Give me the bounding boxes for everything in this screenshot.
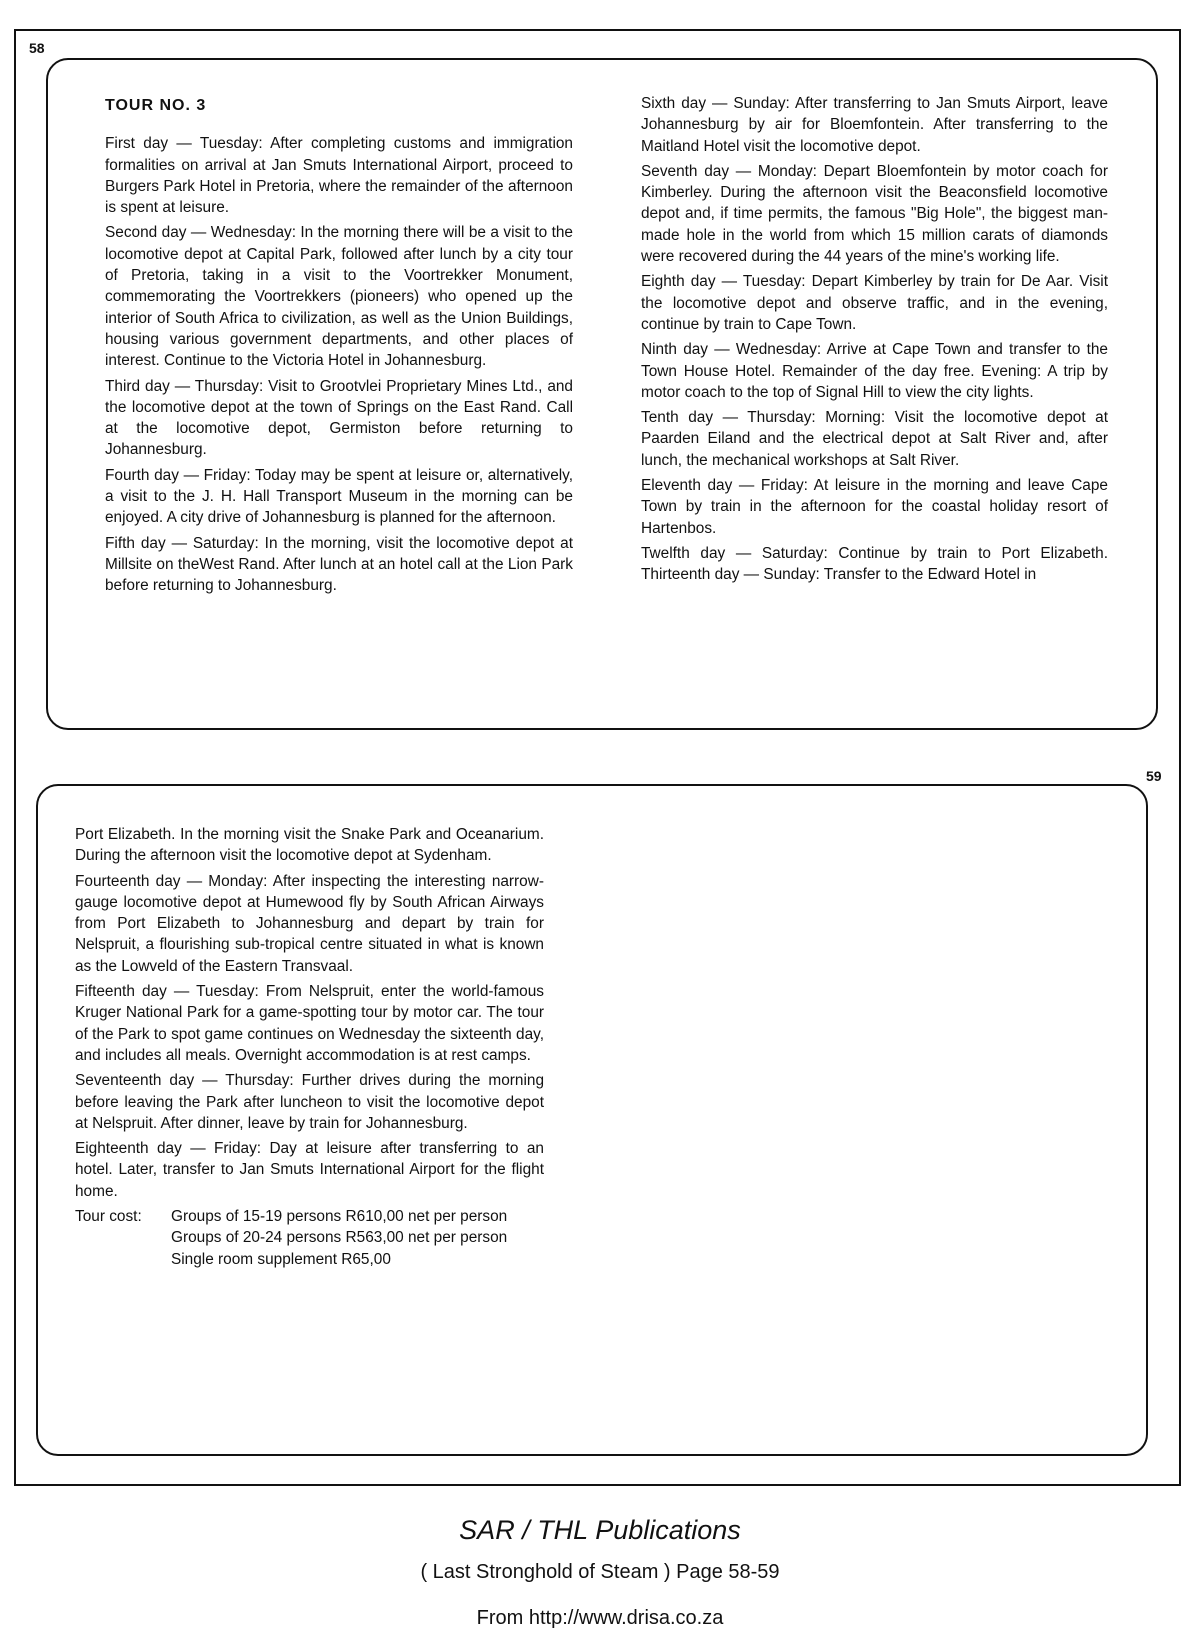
tour-cost-line: Single room supplement R65,00 (171, 1250, 391, 1268)
itinerary-paragraph: Fourth day — Friday: Today may be spent at leisure or, alternatively, a visit to the J. H. Hall Transport Museum in the morning can be enjoyed. A city drive of Johannesburg is planned for the afternoon. (105, 466, 573, 527)
itinerary-paragraph: Fifth day — Saturday: In the morning, visit the locomotive depot at Millsite on theWest Rand. After lunch at an hotel call at the Lion Park before returning to Johannesburg. (105, 534, 573, 595)
tour-cost-label: Tour cost: (75, 1208, 142, 1226)
itinerary-paragraph: Fourteenth day — Monday: After inspecting the interesting narrow-gauge locomotive depot at Humewood fly by South African Airways from Port Elizabeth to Johannesburg and depart by train for Nelspruit, a flourishing sub-tropical centre situated in what is known as the Lowveld of the Eastern Transvaal. (75, 872, 544, 975)
itinerary-paragraph: Twelfth day — Saturday: Continue by train to Port Elizabeth. Thirteenth day — Sunday: Transfer to the Edward Hotel in (641, 544, 1108, 584)
itinerary-paragraph: Port Elizabeth. In the morning visit the Snake Park and Oceanarium. During the afternoon visit the locomotive depot at Sydenham. (75, 826, 544, 865)
itinerary-paragraph: Tenth day — Thursday: Morning: Visit the locomotive depot at Paarden Eiland and the electrical depot at Salt River and, after lunch, the mechanical workshops at Salt River. (641, 409, 1108, 469)
tour-title: TOUR NO. 3 (105, 97, 207, 114)
itinerary-paragraph: Seventh day — Monday: Depart Bloemfontein by motor coach for Kimberley. During the afternoon visit the Beaconsfield locomotive depot and, if time permits, the famous "Big Hole", the biggest man-made hole in the world from which 15 million carats of diamonds were recovered during the 44 years of the mine's working life. (641, 162, 1108, 266)
itinerary-paragraph: Eighth day — Tuesday: Depart Kimberley by train for De Aar. Visit the locomotive depot and observe traffic, and in the evening, continue by train to Cape Town. (641, 273, 1108, 333)
top-left-column (105, 90, 573, 601)
bottom-column (75, 824, 544, 1270)
itinerary-paragraph: Seventeenth day — Thursday: Further drives during the morning before leaving the Park after luncheon to visit the locomotive depot at Nelspruit. After dinner, leave by train for Johannesburg. (75, 1072, 544, 1132)
itinerary-paragraph: Eleventh day — Friday: At leisure in the morning and leave Cape Town by train in the afternoon for the coastal holiday resort of Hartenbos. (641, 477, 1108, 537)
page-number-left: 58 (29, 40, 45, 56)
itinerary-paragraph: Eighteenth day — Friday: Day at leisure after transferring to an hotel. Later, transfer to Jan Smuts International Airport for the flight home. (75, 1140, 544, 1200)
tour-cost-line: Groups of 15-19 persons R610,00 net per person (171, 1208, 508, 1226)
itinerary-paragraph: Second day — Wednesday: In the morning there will be a visit to the locomotive depot at Capital Park, followed after lunch by a city tour of Pretoria, taking in a visit to the Voortrekker Monument, commemorating the Voortrekkers (pioneers) who opened up the interior of South Africa to civilization, as well as the Union Buildings, housing various government departments, and other places of interest. Continue to the Victoria Hotel in Johannesburg. (105, 224, 573, 370)
footer-title: SAR / THL Publications (459, 1515, 741, 1545)
tour-cost-lines (171, 1206, 507, 1270)
tour-cost-line: Groups of 20-24 persons R563,00 net per person (171, 1229, 508, 1247)
page-number-right: 59 (1146, 768, 1162, 784)
top-right-column (641, 93, 1108, 590)
itinerary-paragraph: First day — Tuesday: After completing customs and immigration formalities on arrival at Jan Smuts International Airport, proceed to Burgers Park Hotel in Pretoria, where the remainder of the afternoon is spent at leisure. (105, 135, 573, 217)
tour-cost (75, 1206, 544, 1270)
itinerary-paragraph: Fifteenth day — Tuesday: From Nelspruit, enter the world-famous Kruger National Park for a game-spotting tour by motor car. The tour of the Park to spot game continues on Wednesday the sixteenth day, and includes all meals. Overnight accommodation is at rest camps. (75, 983, 544, 1064)
itinerary-paragraph: Third day — Thursday: Visit to Grootvlei Proprietary Mines Ltd., and the locomotive depot at the town of Springs on the East Rand. Call at the locomotive depot, Germiston before returning to Johannesburg. (105, 377, 573, 459)
itinerary-paragraph: Ninth day — Wednesday: Arrive at Cape Town and transfer to the Town House Hotel. Remainder of the day free. Evening: A trip by motor coach to the top of Signal Hill to view the city lights. (641, 341, 1108, 401)
itinerary-paragraph: Sixth day — Sunday: After transferring to Jan Smuts Airport, leave Johannesburg by air for Bloemfontein. After transferring to the Maitland Hotel visit the locomotive depot. (641, 95, 1108, 155)
footer-source: From http://www.drisa.co.za (476, 1607, 724, 1629)
footer-subtitle: ( Last Stronghold of Steam ) Page 58-59 (420, 1561, 780, 1583)
